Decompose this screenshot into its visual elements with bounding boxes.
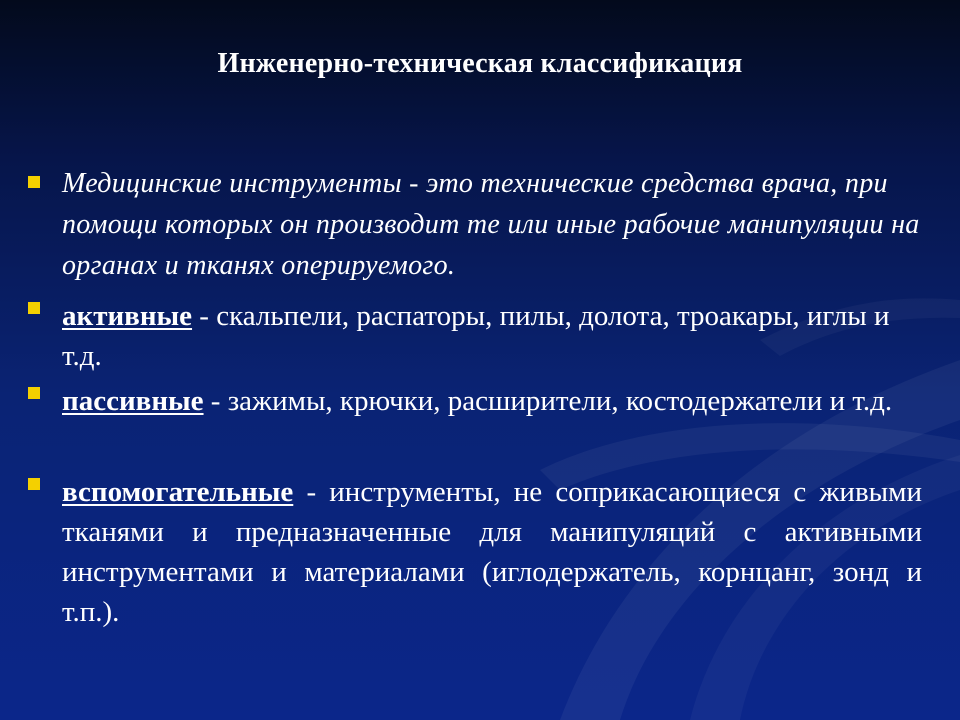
definition-text: Медицинские инструменты - это технические средства врача, при помощи которых он производит те или иные рабочие манипуляции на органах и тканях оперируемого. <box>62 168 920 281</box>
slide-title: Инженерно-техническая классификация <box>217 48 743 79</box>
term-passive: пассивные <box>62 385 204 417</box>
bullet-text-passive <box>62 381 922 421</box>
term-active: активные <box>62 300 193 332</box>
bullet-square-icon <box>28 176 40 188</box>
bullet-square-icon <box>28 387 40 399</box>
term-auxiliary: вспомогательные <box>62 476 294 508</box>
bullet-text-active <box>62 296 922 376</box>
bullet-text-auxiliary <box>62 472 922 632</box>
description-active: - скальпели, распаторы, пилы, долота, троакары, иглы и т.д. <box>62 300 890 372</box>
bullet-square-icon <box>28 478 40 490</box>
bullet-square-icon <box>28 302 40 314</box>
description-passive: - зажимы, крючки, расширители, костодержатели и т.д. <box>203 385 893 417</box>
description-auxiliary: - инструменты, не соприкасающиеся с живыми тканями и предназначенные для манипуляций с активными инструментами и материалами (иглодержатель, корнцанг, зонд и т.п.). <box>62 476 922 628</box>
